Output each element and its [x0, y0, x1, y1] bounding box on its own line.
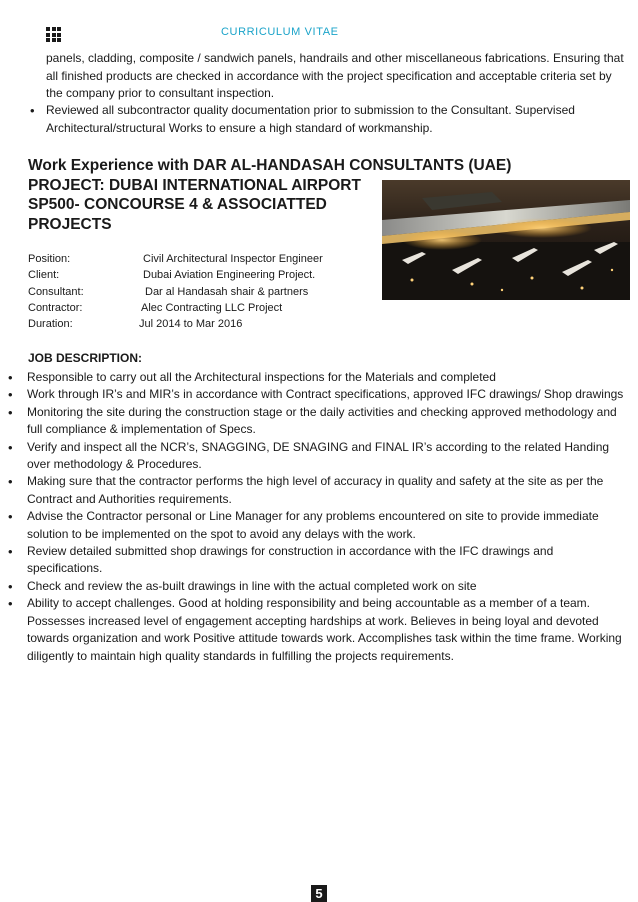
list-item: • Reviewed all subcontractor quality documentation prior to submission to the Consultant. Supervised Architectural/structural Works to ensure a high standard of workmanship.: [46, 102, 621, 137]
list-item: • Check and review the as-built drawings in line with the actual completed work on site: [27, 578, 627, 595]
info-row-client: [28, 267, 368, 283]
list-item: • Verify and inspect all the NCR’s, SNAGGING, DE SNAGING and FINAL IR’s according to the related Handing over methodology & Procedures.: [27, 439, 627, 474]
info-label: Client:: [28, 269, 60, 282]
list-item: • Making sure that the contractor performs the high level of accuracy in quality and safety at the site as per the Contract and Authorities requirements.: [27, 473, 627, 508]
list-item: • Responsible to carry out all the Architectural inspections for the Materials and completed: [27, 369, 627, 386]
header-title: CURRICULUM VITAE: [221, 26, 339, 38]
list-item: • Ability to accept challenges. Good at holding responsibility and being accountable as a member of a team. Possesses increased level of engagement accepting hardships at work. Believes in being loyal and devoted towards organization and work Positive attitude towards work. Accomplishes task within the time frame. Working diligently to maintain high quality standards in fulfilling the projects requirements.: [27, 595, 627, 665]
info-value: Dubai Aviation Engineering Project.: [143, 269, 316, 282]
info-label: Contractor:: [28, 301, 83, 314]
heading-line: Work Experience with DAR AL-HANDASAH CONSULTANTS (UAE): [28, 157, 512, 174]
page-number: 5: [311, 885, 327, 902]
project-info: [28, 251, 368, 332]
heading-line: SP500- CONCOURSE 4 & ASSOCIATTED: [28, 196, 327, 213]
grid-menu-icon: [46, 27, 61, 42]
info-row-position: [28, 251, 368, 267]
info-label: Consultant:: [28, 285, 84, 298]
list-item: • Review detailed submitted shop drawings for construction in accordance with the IFC drawings and specifications.: [27, 543, 627, 578]
info-row-contractor: [28, 300, 368, 316]
job-description-title: JOB DESCRIPTION:: [28, 351, 143, 365]
info-row-duration: [28, 316, 368, 332]
continued-paragraph: panels, cladding, composite / sandwich panels, handrails and other miscellaneous fabrications. Ensuring that all finished products are checked in accordance with the project specification and acceptable criteria set by the company prior to consultant inspection.: [46, 51, 624, 100]
info-value: Civil Architectural Inspector Engineer: [143, 253, 323, 265]
list-item: • Work through IR’s and MIR’s in accordance with Contract specifications, approved IFC drawings/ Shop drawings: [27, 386, 627, 403]
list-item: • Advise the Contractor personal or Line Manager for any problems encountered on site to provide immediate solution to be implemented on the spot to avoid any delays with the work.: [27, 508, 627, 543]
duties-list: [27, 369, 627, 665]
info-row-consultant: [28, 284, 368, 300]
info-value: Alec Contracting LLC Project: [141, 301, 283, 314]
top-bullet-list: [46, 102, 621, 137]
info-label: Duration:: [28, 318, 73, 331]
info-value: Dar al Handasah shair & partners: [145, 285, 309, 298]
list-item: • Monitoring the site during the construction stage or the daily activities and checking approved methodology and full compliance & implementation of Specs.: [27, 404, 627, 439]
heading-line: PROJECT: DUBAI INTERNATIONAL AIRPORT: [28, 176, 361, 194]
info-value: Jul 2014 to Mar 2016: [139, 318, 243, 331]
airport-night-photo: [382, 180, 630, 300]
heading-line: PROJECTS: [28, 215, 112, 233]
section-heading: [28, 156, 512, 234]
info-label: Position:: [28, 253, 71, 265]
